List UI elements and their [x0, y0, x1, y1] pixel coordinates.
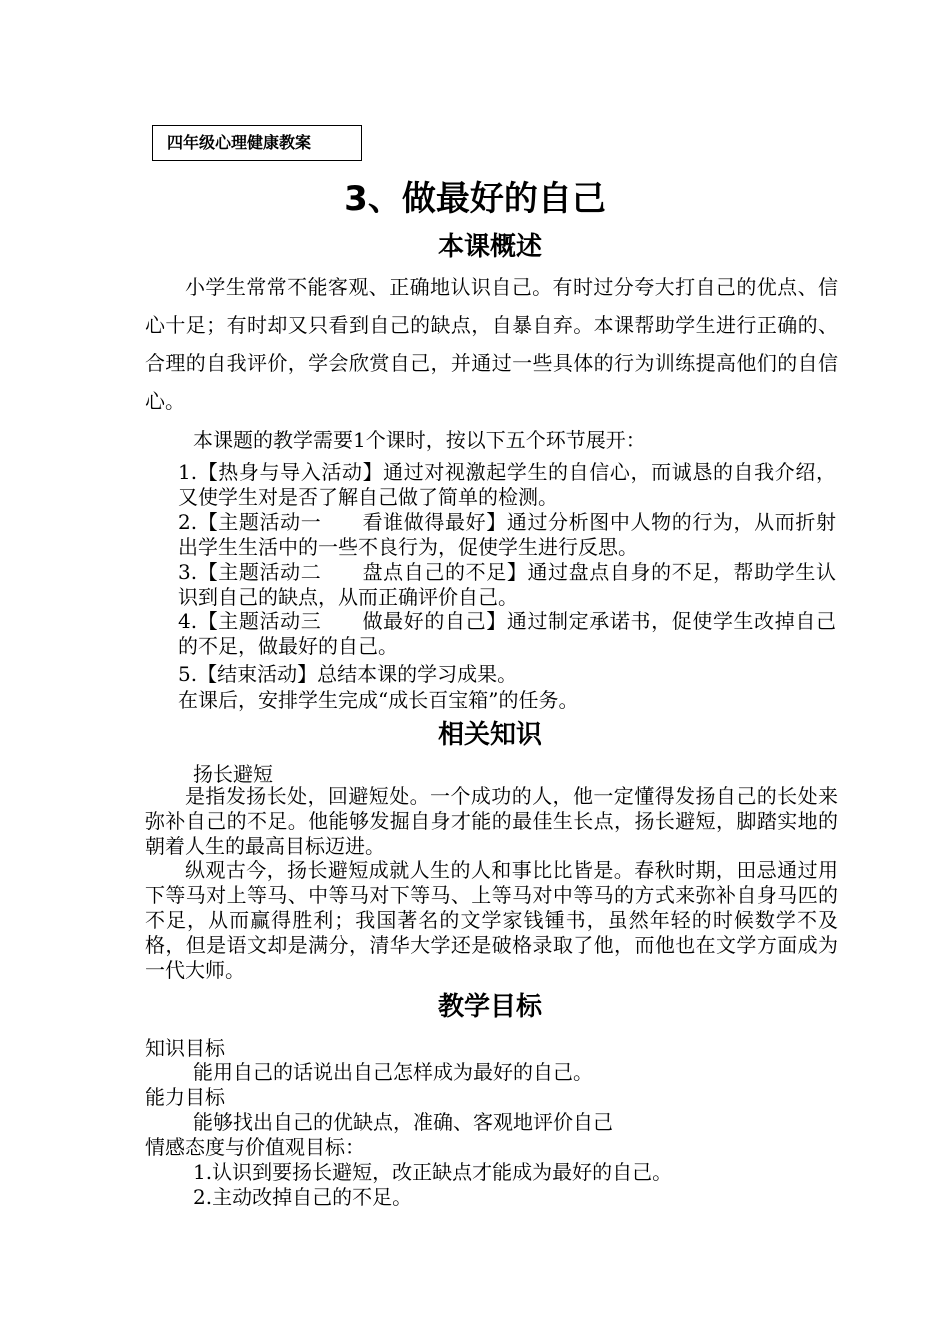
knowledge-term: 扬长避短 [193, 762, 273, 786]
ability-goal-text: 能够找出自己的优缺点，准确、客观地评价自己 [193, 1110, 613, 1134]
overview-heading: 本课概述 [437, 232, 542, 262]
attitude-goal-item-2: 2.主动改掉自己的不足。 [193, 1185, 413, 1209]
attitude-goal-label: 情感态度与价值观目标： [145, 1135, 365, 1159]
step-1: 1.【热身与导入活动】通过对视激起学生的自信心，而诚恳的自我介绍，又使学生对是否了解自己做了简单的检测。 [178, 460, 836, 509]
attitude-goal-item-1: 1.认识到要扬长避短，改正缺点才能成为最好的自己。 [193, 1160, 673, 1184]
step-2: 2.【主题活动一 看谁做得最好】通过分析图中人物的行为，从而折射出学生生活中的一些不良行为，促使学生进行反思。 [178, 510, 836, 559]
step-4: 4.【主题活动三 做最好的自己】通过制定承诺书，促使学生改掉自己的不足，做最好的自己。 [178, 609, 836, 658]
grade-tag: 四年级心理健康教案 [152, 125, 362, 161]
knowledge-goal-label: 知识目标 [145, 1036, 225, 1060]
goals-heading: 教学目标 [437, 992, 542, 1022]
lesson-title: 3、做最好的自己 [344, 179, 606, 219]
overview-schedule: 本课题的教学需要1个课时，按以下五个环节展开： [193, 428, 646, 452]
knowledge-paragraph-1: 是指发扬长处，回避短处。一个成功的人，他一定懂得发扬自己的长处来弥补自己的不足。他能够发掘自身才能的最佳生长点，扬长避短，脚踏实地的朝着人生的最高目标迈进。 [145, 784, 838, 858]
overview-paragraph: 小学生常常不能客观、正确地认识自己。有时过分夸大打自己的优点、信心十足；有时却又只看到自己的缺点，自暴自弃。本课帮助学生进行正确的、合理的自我评价，学会欣赏自己，并通过一些具体的行为训练提高他们的自信心。 [145, 275, 838, 413]
ability-goal-label: 能力目标 [145, 1085, 225, 1109]
after-class-task: 在课后，安排学生完成“成长百宝箱”的任务。 [178, 688, 579, 712]
knowledge-paragraph-2: 纵观古今，扬长避短成就人生的人和事比比皆是。春秋时期，田忌通过用下等马对上等马、中等马对下等马、上等马对中等马的方式来弥补自身马匹的不足，从而赢得胜利；我国著名的文学家钱锺书，虽然年轻的时候数学不及格，但是语文却是满分，清华大学还是破格录取了他，而他也在文学方面成为一代大师。 [145, 858, 838, 982]
knowledge-goal-text: 能用自己的话说出自己怎样成为最好的自己。 [193, 1060, 593, 1084]
knowledge-heading: 相关知识 [437, 720, 542, 750]
step-5: 5.【结束活动】总结本课的学习成果。 [178, 662, 518, 686]
step-3: 3.【主题活动二 盘点自己的不足】通过盘点自身的不足，帮助学生认识到自己的缺点，从而正确评价自己。 [178, 560, 836, 609]
